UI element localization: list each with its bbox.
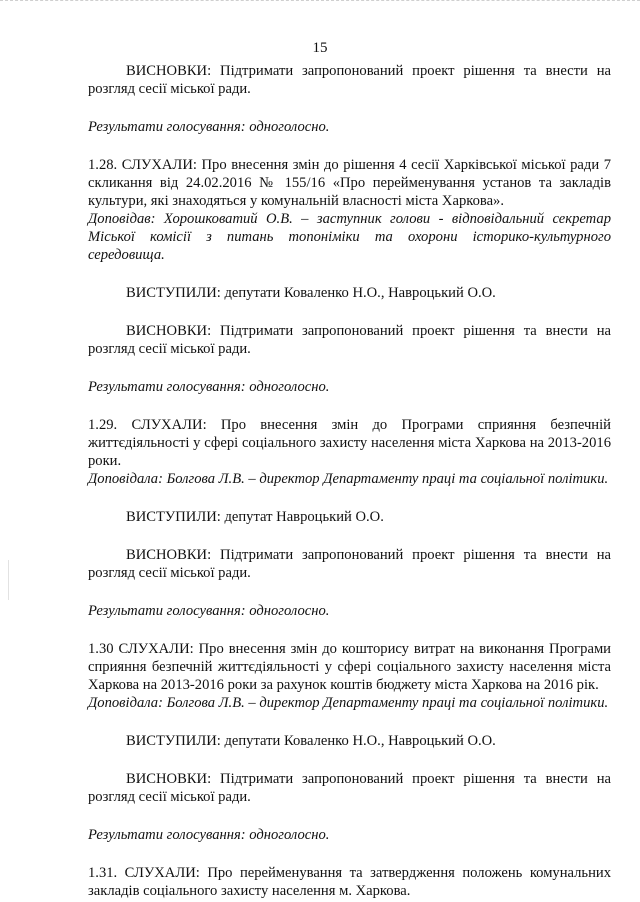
speaker-paragraph: Доповідала: Болгова Л.В. – директор Департаменту праці та соціальної політики. — [88, 695, 609, 711]
minutes-body — [88, 62, 611, 900]
voting-result: Результати голосування: одноголосно. — [88, 379, 330, 395]
conclusion-paragraph: ВИСНОВКИ: Підтримати запропонований проект рішення та внести на розгляд сесії міської ради. — [88, 771, 611, 805]
voting-result: Результати голосування: одноголосно. — [88, 119, 330, 135]
voting-result: Результати голосування: одноголосно. — [88, 603, 330, 619]
page-number: 15 — [312, 40, 328, 56]
conclusion-paragraph: ВИСНОВКИ: Підтримати запропонований проект рішення та внести на розгляд сесії міської ради. — [88, 63, 611, 97]
speaker-paragraph: Доповідала: Болгова Л.В. – директор Департаменту праці та соціальної політики. — [88, 471, 609, 487]
spoke-paragraph: ВИСТУПИЛИ: депутати Коваленко Н.О., Навроцький О.О. — [126, 733, 496, 749]
heard-item-1-28: 1.28. СЛУХАЛИ: Про внесення змін до рішення 4 сесії Харківської міської ради 7 скликання від 24.02.2016 № 155/16 «Про перейменування установ та закладів культури, які знаходяться у комунальній власності міста Харкова». — [88, 157, 611, 209]
spoke-paragraph: ВИСТУПИЛИ: депутат Навроцький О.О. — [126, 509, 384, 525]
speaker-paragraph: Доповідав: Хорошковатий О.В. – заступник голови - відповідальний секретар Міської комісії з питань топоніміки та охорони історико-культурного середовища. — [88, 211, 611, 263]
conclusion-paragraph: ВИСНОВКИ: Підтримати запропонований проект рішення та внести на розгляд сесії міської ради. — [88, 547, 611, 581]
heard-item-1-29: 1.29. СЛУХАЛИ: Про внесення змін до Програми сприяння безпечній життєдіяльності у сфері соціального захисту населення міста Харкова на 2013-2016 роки. — [88, 417, 611, 469]
scan-margin-artifact — [8, 560, 9, 600]
conclusion-paragraph: ВИСНОВКИ: Підтримати запропонований проект рішення та внести на розгляд сесії міської ради. — [88, 323, 611, 357]
scan-edge-artifact — [0, 0, 640, 5]
spoke-paragraph: ВИСТУПИЛИ: депутати Коваленко Н.О., Навроцький О.О. — [126, 285, 496, 301]
heard-item-1-31: 1.31. СЛУХАЛИ: Про перейменування та затвердження положень комунальних закладів соціального захисту населення м. Харкова. — [88, 865, 611, 899]
heard-item-1-30: 1.30 СЛУХАЛИ: Про внесення змін до кошторису витрат на виконання Програми сприяння безпечній життєдіяльності у сфері соціального захисту населення міста Харкова на 2013-2016 роки за рахунок коштів бюджету міста Харкова на 2016 рік. — [88, 641, 611, 693]
voting-result: Результати голосування: одноголосно. — [88, 827, 330, 843]
